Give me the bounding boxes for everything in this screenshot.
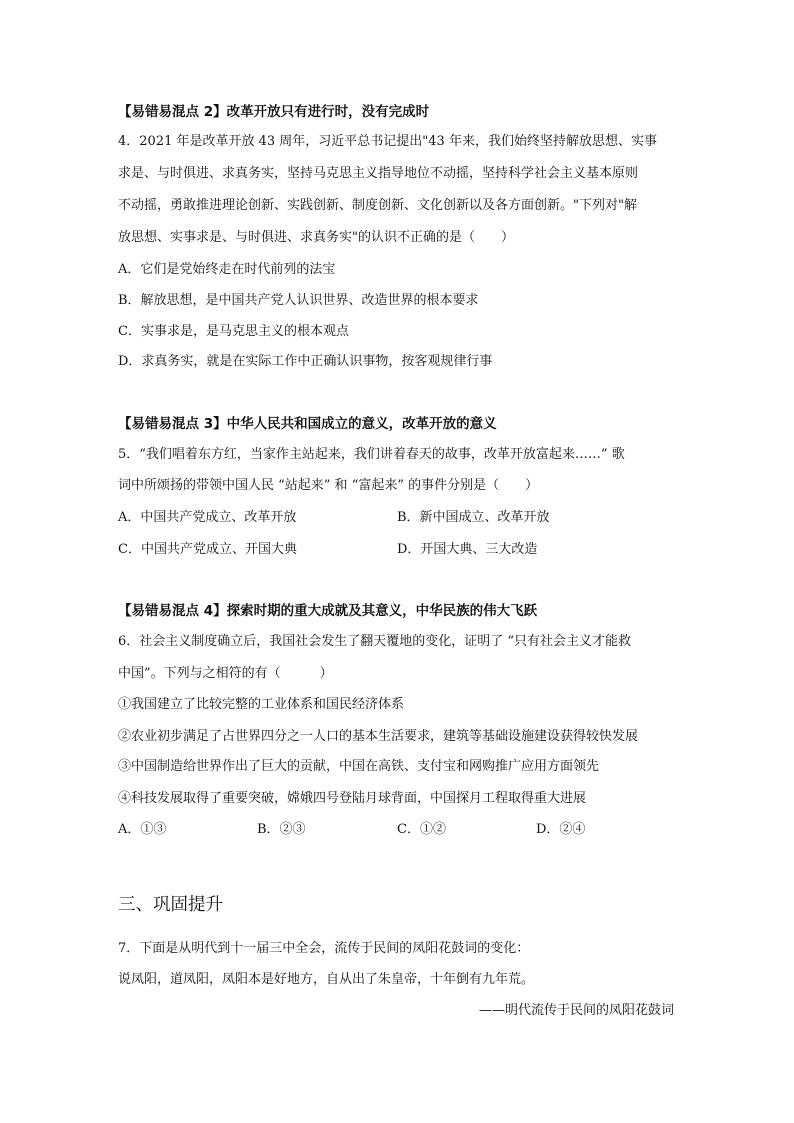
question-6-option-d: D．②④	[536, 822, 586, 837]
question-4-option-a: A．它们是党始终走在时代前列的法宝	[118, 262, 336, 277]
question-4-line-4: 放思想、实事求是、与时俱进、求真务实"的认识不正确的是（ ）	[118, 230, 514, 245]
question-6-statement-2: ②农业初步满足了占世界四分之一人口的基本生活要求，建筑等基础设施建设获得较快发展	[118, 729, 639, 744]
question-6-option-b: B．②③	[257, 822, 306, 837]
question-4-option-d: D．求真务实，就是在实际工作中正确认识事物，按客观规律行事	[118, 354, 493, 369]
question-5-line-2: 词中所颂扬的带领中国人民 “站起来” 和 “富起来” 的事件分别是（ ）	[118, 478, 539, 493]
question-4-line-1: 4．2021 年是改革开放 43 周年，习近平总书记提出"43 年来，我们始终坚持解放思想、实事	[118, 134, 657, 149]
question-5-option-a: A．中国共产党成立、改革开放	[118, 510, 297, 525]
question-5-line-1: 5．“我们唱着东方红，当家作主站起来，我们讲着春天的故事，改革开放富起来……” 歌	[118, 447, 625, 462]
question-4-line-3: 不动摇，勇敢推进理论创新、实践创新、制度创新、文化创新以及各方面创新。"下列对"解	[118, 198, 637, 213]
question-6-statement-4: ④科技发展取得了重要突破，嫦娥四号登陆月球背面，中国探月工程取得重大进展	[118, 791, 587, 806]
heading-point-2: 【易错易混点 2】改革开放只有进行时，没有完成时	[118, 104, 430, 120]
question-7-line-2: 说凤阳，道凤阳，凤阳本是好地方，自从出了朱皇帝，十年倒有九年荒。	[118, 972, 535, 987]
question-6-option-c: C．①②	[397, 822, 446, 837]
section-title: 三、巩固提升	[118, 895, 223, 915]
question-4-line-2: 求是、与时俱进、求真务实，坚持马克思主义指导地位不动摇，坚持科学社会主义基本原则	[118, 166, 639, 181]
question-7-attribution: ——明代流传于民间的凤阳花鼓词	[478, 1003, 674, 1018]
question-6-option-a: A．①③	[118, 822, 167, 837]
question-6-statement-3: ③中国制造给世界作出了巨大的贡献，中国在高铁、支付宝和网购推广应用方面领先	[118, 759, 600, 774]
question-6-statement-1: ①我国建立了比较完整的工业体系和国民经济体系	[118, 697, 405, 712]
question-5-option-b: B．新中国成立、改革开放	[397, 510, 550, 525]
question-6-line-2: 中国”。下列与之相符的有（ ）	[118, 666, 333, 681]
question-4-option-c: C．实事求是，是马克思主义的根本观点	[118, 324, 349, 339]
question-5-option-c: C．中国共产党成立、开国大典	[118, 542, 297, 557]
heading-point-3: 【易错易混点 3】中华人民共和国成立的意义，改革开放的意义	[118, 416, 497, 432]
question-6-line-1: 6．社会主义制度确立后，我国社会发生了翻天覆地的变化，证明了 “只有社会主义才能救	[118, 634, 632, 649]
question-5-option-d: D．开国大典、三大改造	[397, 542, 538, 557]
question-7-line-1: 7．下面是从明代到十一届三中全会，流传于民间的凤阳花鼓词的变化：	[118, 941, 530, 956]
heading-point-4: 【易错易混点 4】探索时期的重大成就及其意义，中华民族的伟大飞跃	[118, 603, 538, 619]
question-4-option-b: B．解放思想，是中国共产党人认识世界、改造世界的根本要求	[118, 293, 479, 308]
